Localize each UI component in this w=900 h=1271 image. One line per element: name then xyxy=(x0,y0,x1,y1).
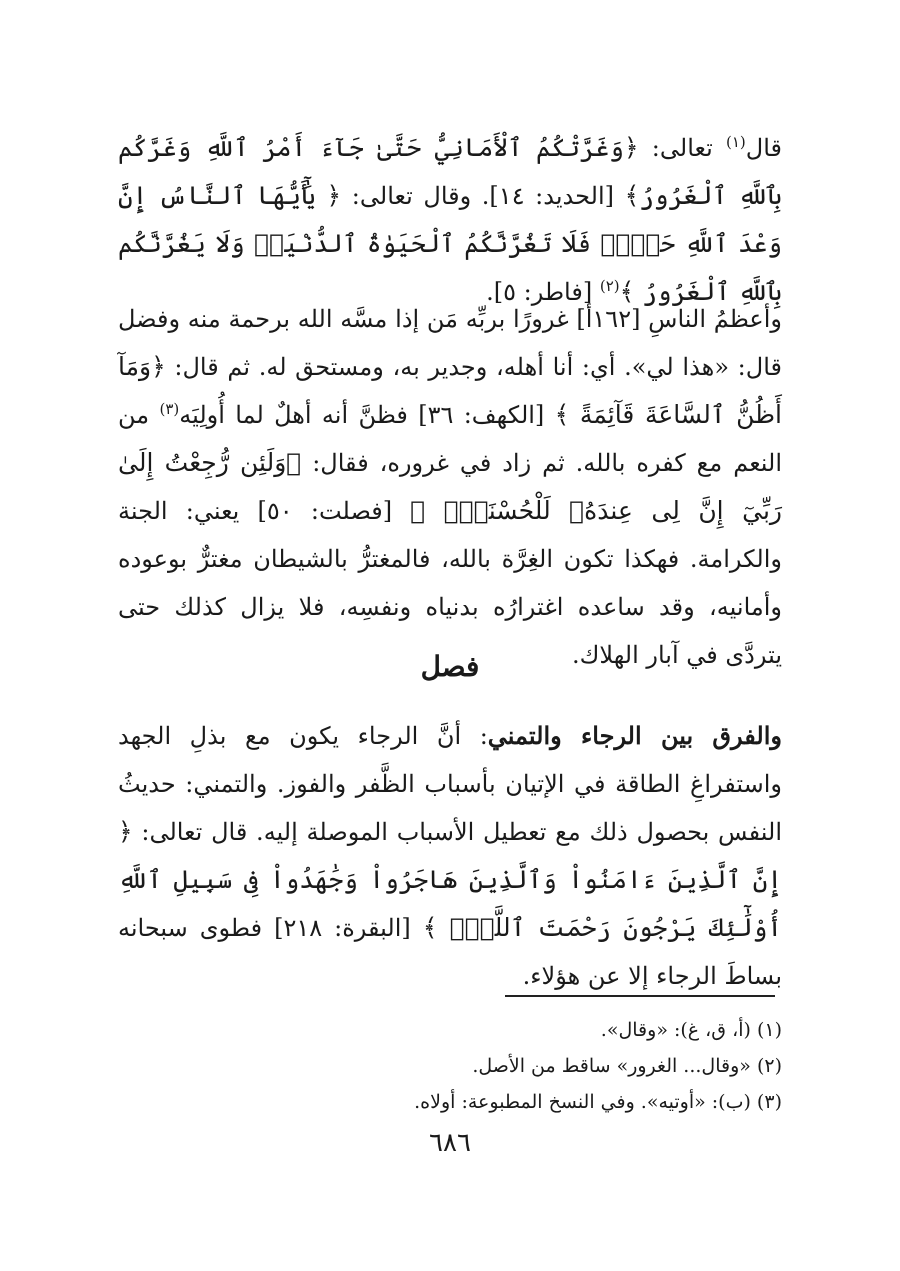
paragraph-1-text-1: قال xyxy=(745,134,782,162)
quran-verse-baqara: ﴿ إِنَّ ٱلَّذِينَ ءَامَنُواْ وَٱلَّذِينَ هَاجَرُواْ وَجَٰهَدُواْ فِى سَبِيلِ ٱللَّهِ أُوْلَٰٓئِكَ يَرْجُونَ رَحْمَتَ ٱللَّهِۚ ﴾ xyxy=(118,817,783,942)
footnote-2: (٢) «وقال... الغرور» ساقط من الأصل. xyxy=(472,1055,782,1077)
quran-verse-fatir: ﴿ يَٰٓأَيُّهَا ٱلنَّاسُ إِنَّ وَعْدَ ٱللَّهِ حَقٌّۖ فَلَا تَغُرَّنَّكُمُ ٱلْحَيَوٰةُ ٱلدُّنْيَاۖ وَلَا يَغُرَّنَّكُم بِٱللَّهِ ٱلْغَرُورُ ﴾ xyxy=(118,181,782,306)
quran-verse-fussilat: ﴿وَلَئِن رُّجِعْتُ إِلَىٰ رَبِّيٓ إِنَّ لِى عِندَهُۥ لَلْحُسْنَىٰۚ ﴾ xyxy=(118,448,782,525)
paragraph-3 xyxy=(118,712,782,1000)
footnote-1: (١) (أ، ق، غ): «وقال». xyxy=(600,1019,782,1041)
footnote-3: (٣) (ب): «أوتيه». وفي النسخ المطبوعة: أولاه. xyxy=(414,1091,782,1113)
paragraph-1 xyxy=(118,124,782,316)
paragraph-2-text-1: وأعظمُ الناسِ [١٦٢أ] غرورًا بربِّه مَن إذا مسَّه الله برحمة منه وفضل قال: «هذا لي». أي: أنا أهله، وجدير به، ومستحق له. ثم قال: xyxy=(118,305,782,381)
paragraph-2 xyxy=(118,295,782,679)
footnote-divider xyxy=(505,995,775,997)
footnotes xyxy=(118,1012,782,1120)
footnote-ref-3: (٣) xyxy=(159,400,180,418)
paragraph-1-text-3: [الحديد: ١٤]. وقال تعالى: xyxy=(341,182,625,210)
section-heading: فصل xyxy=(420,650,480,683)
paragraph-3-text-2: [البقرة: ٢١٨] فطوى سبحانه بساطَ الرجاء إلا عن هؤلاء. xyxy=(118,914,782,990)
page-number: ٦٨٦ xyxy=(429,1128,471,1158)
quran-verse-hadid: ﴿وَغَرَّتْكُمُ ٱلْأَمَانِيُّ حَتَّىٰ جَآءَ أَمْرُ ٱللَّهِ وَغَرَّكُم بِٱللَّهِ ٱلْغَرُورُ﴾ xyxy=(118,133,782,210)
paragraph-2-text-2: [الكهف: ٣٦] فظنَّ أنه أهلٌ لما أُولِيَه xyxy=(179,401,555,429)
footnote-ref-1: (١) xyxy=(725,133,746,151)
paragraph-3-lead: والفرق بين الرجاء والتمني xyxy=(487,721,782,750)
footnote-ref-2: (٢) xyxy=(599,277,620,295)
paragraph-1-text-2: تعالى: xyxy=(638,134,726,162)
paragraph-3-text-1: : أنَّ الرجاء يكون مع بذلِ الجهد واستفراغِ الطاقة في الإتيان بأسباب الظَّفر والفوز. والتمني: حديثُ النفس بحصول ذلك مع تعطيل الأسباب الموصلة إليه. قال تعالى: xyxy=(118,722,782,846)
quran-verse-kahf: ﴿وَمَآ أَظُنُّ ٱلسَّاعَةَ قَآئِمَةً ﴾ xyxy=(118,352,782,429)
paragraph-2-text-3: من النعم مع كفره بالله. ثم زاد في غروره، فقال: xyxy=(118,401,782,477)
paragraph-2-text-4: [فصلت: ٥٠] يعني: الجنة والكرامة. فهكذا تكون الغِرَّة بالله، فالمغترُّ بالشيطان مغترٌّ بوعوده وأمانيه، وقد ساعده اغترارُه بدنياه ونفسِه، فلا يزال كذلك حتى يتردَّى في آبار الهلاك. xyxy=(118,497,782,669)
paragraph-1-text-4: [فاطر: ٥]. xyxy=(486,278,600,306)
